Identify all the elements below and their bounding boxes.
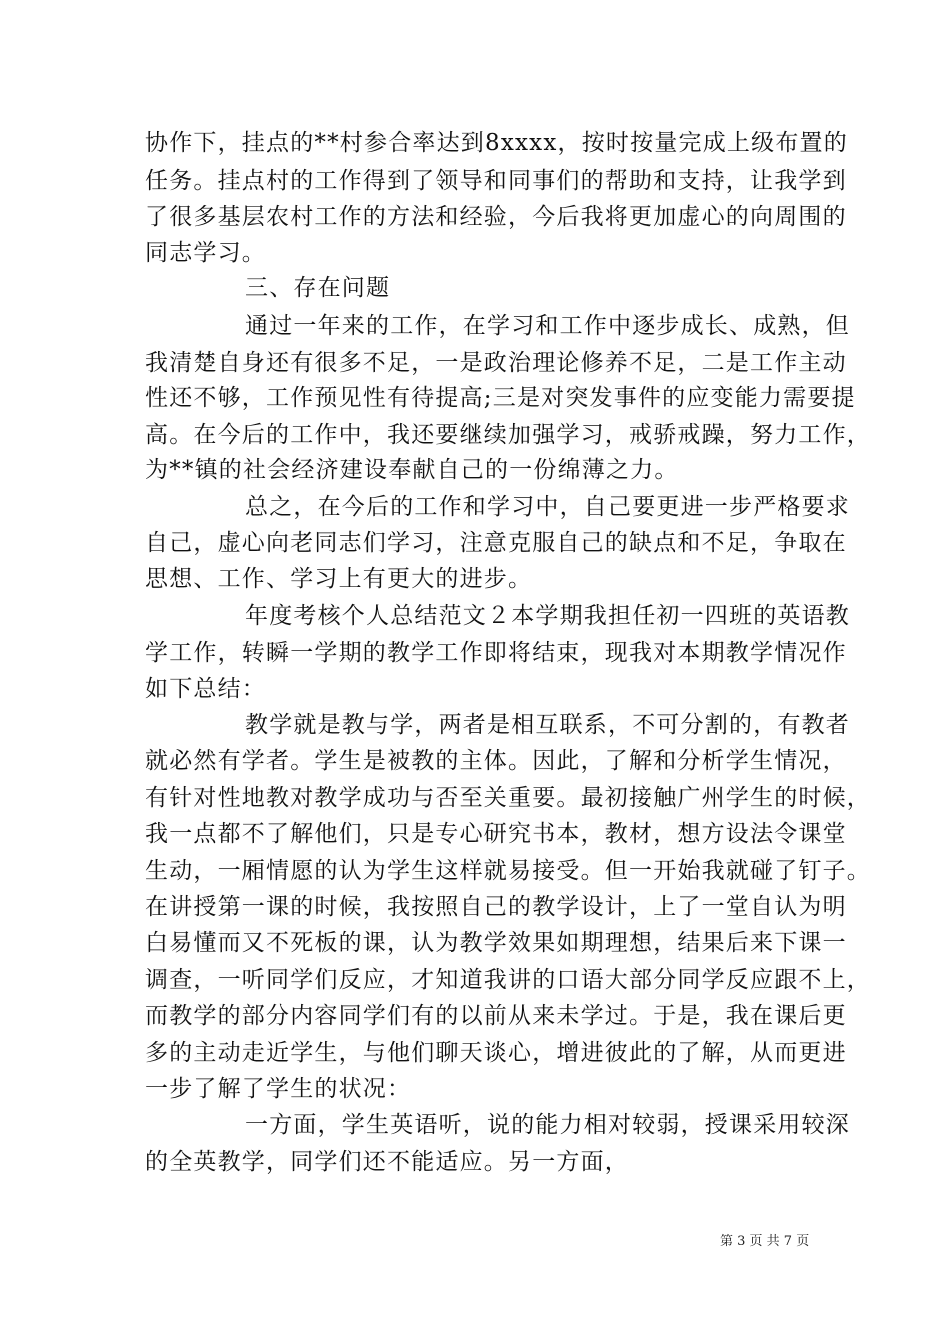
text-line: 了很多基层农村工作的方法和经验，今后我将更加虚心的向周围的 [145,204,847,230]
text-line: 白易懂而又不死板的课，认为教学效果如期理想，结果后来下课一 [145,930,847,956]
text-line: 协作下，挂点的**村参合率达到8xxxx，按时按量完成上级布置的 [145,130,848,156]
text-line: 任务。挂点村的工作得到了领导和同事们的帮助和支持，让我学到 [145,168,847,194]
text-line: 我一点都不了解他们，只是专心研究书本，教材，想方设法令课堂 [145,821,847,847]
text-line: 在讲授第一课的时候，我按照自己的教学设计，上了一堂自认为明 [145,894,847,920]
section-heading: 三、存在问题 [245,275,391,301]
text-line: 而教学的部分内容同学们有的以前从来未学过。于是，我在课后更 [145,1003,847,1029]
text-line: 学工作，转瞬一学期的教学工作即将结束，现我对本期教学情况作 [145,640,847,666]
text-line: 生动，一厢情愿的认为学生这样就易接受。但一开始我就碰了钉子。 [145,858,871,884]
text-line: 思想、工作、学习上有更大的进步。 [145,566,533,592]
text-line: 年度考核个人总结范文２本学期我担任初一四班的英语教 [245,603,850,629]
text-line: 就必然有学者。学生是被教的主体。因此，了解和分析学生情况， [145,748,847,774]
page-number: 第 3 页 共 7 页 [720,1234,810,1249]
text-line: 有针对性地教对教学成功与否至关重要。最初接触广州学生的时候， [145,785,871,811]
text-line: 的全英教学，同学们还不能适应。另一方面， [145,1149,629,1175]
text-line: 我清楚自身还有很多不足，一是政治理论修养不足，二是工作主动 [145,350,847,376]
text-line: 高。在今后的工作中，我还要继续加强学习，戒骄戒躁，努力工作， [145,422,871,448]
text-line: 一步了解了学生的状况： [145,1076,412,1102]
text-line: 性还不够，工作预见性有待提高;三是对突发事件的应变能力需要提 [145,385,856,411]
text-line: 通过一年来的工作，在学习和工作中逐步成长、成熟，但 [245,313,850,339]
text-line: 多的主动走近学生，与他们聊天谈心，增进彼此的了解，从而更进 [145,1040,847,1066]
text-line: 为**镇的社会经济建设奉献自己的一份绵薄之力。 [145,457,679,483]
text-line: 同志学习。 [145,240,266,266]
text-line: 自己，虚心向老同志们学习，注意克服自己的缺点和不足，争取在 [145,530,847,556]
text-line: 总之，在今后的工作和学习中，自己要更进一步严格要求 [245,494,850,520]
text-line: 一方面，学生英语听，说的能力相对较弱，授课采用较深 [245,1112,850,1138]
text-line: 如下总结： [145,676,266,702]
text-line: 调查，一听同学们反应，才知道我讲的口语大部分同学反应跟不上， [145,967,871,993]
text-line: 教学就是教与学，两者是相互联系，不可分割的，有教者 [245,712,850,738]
